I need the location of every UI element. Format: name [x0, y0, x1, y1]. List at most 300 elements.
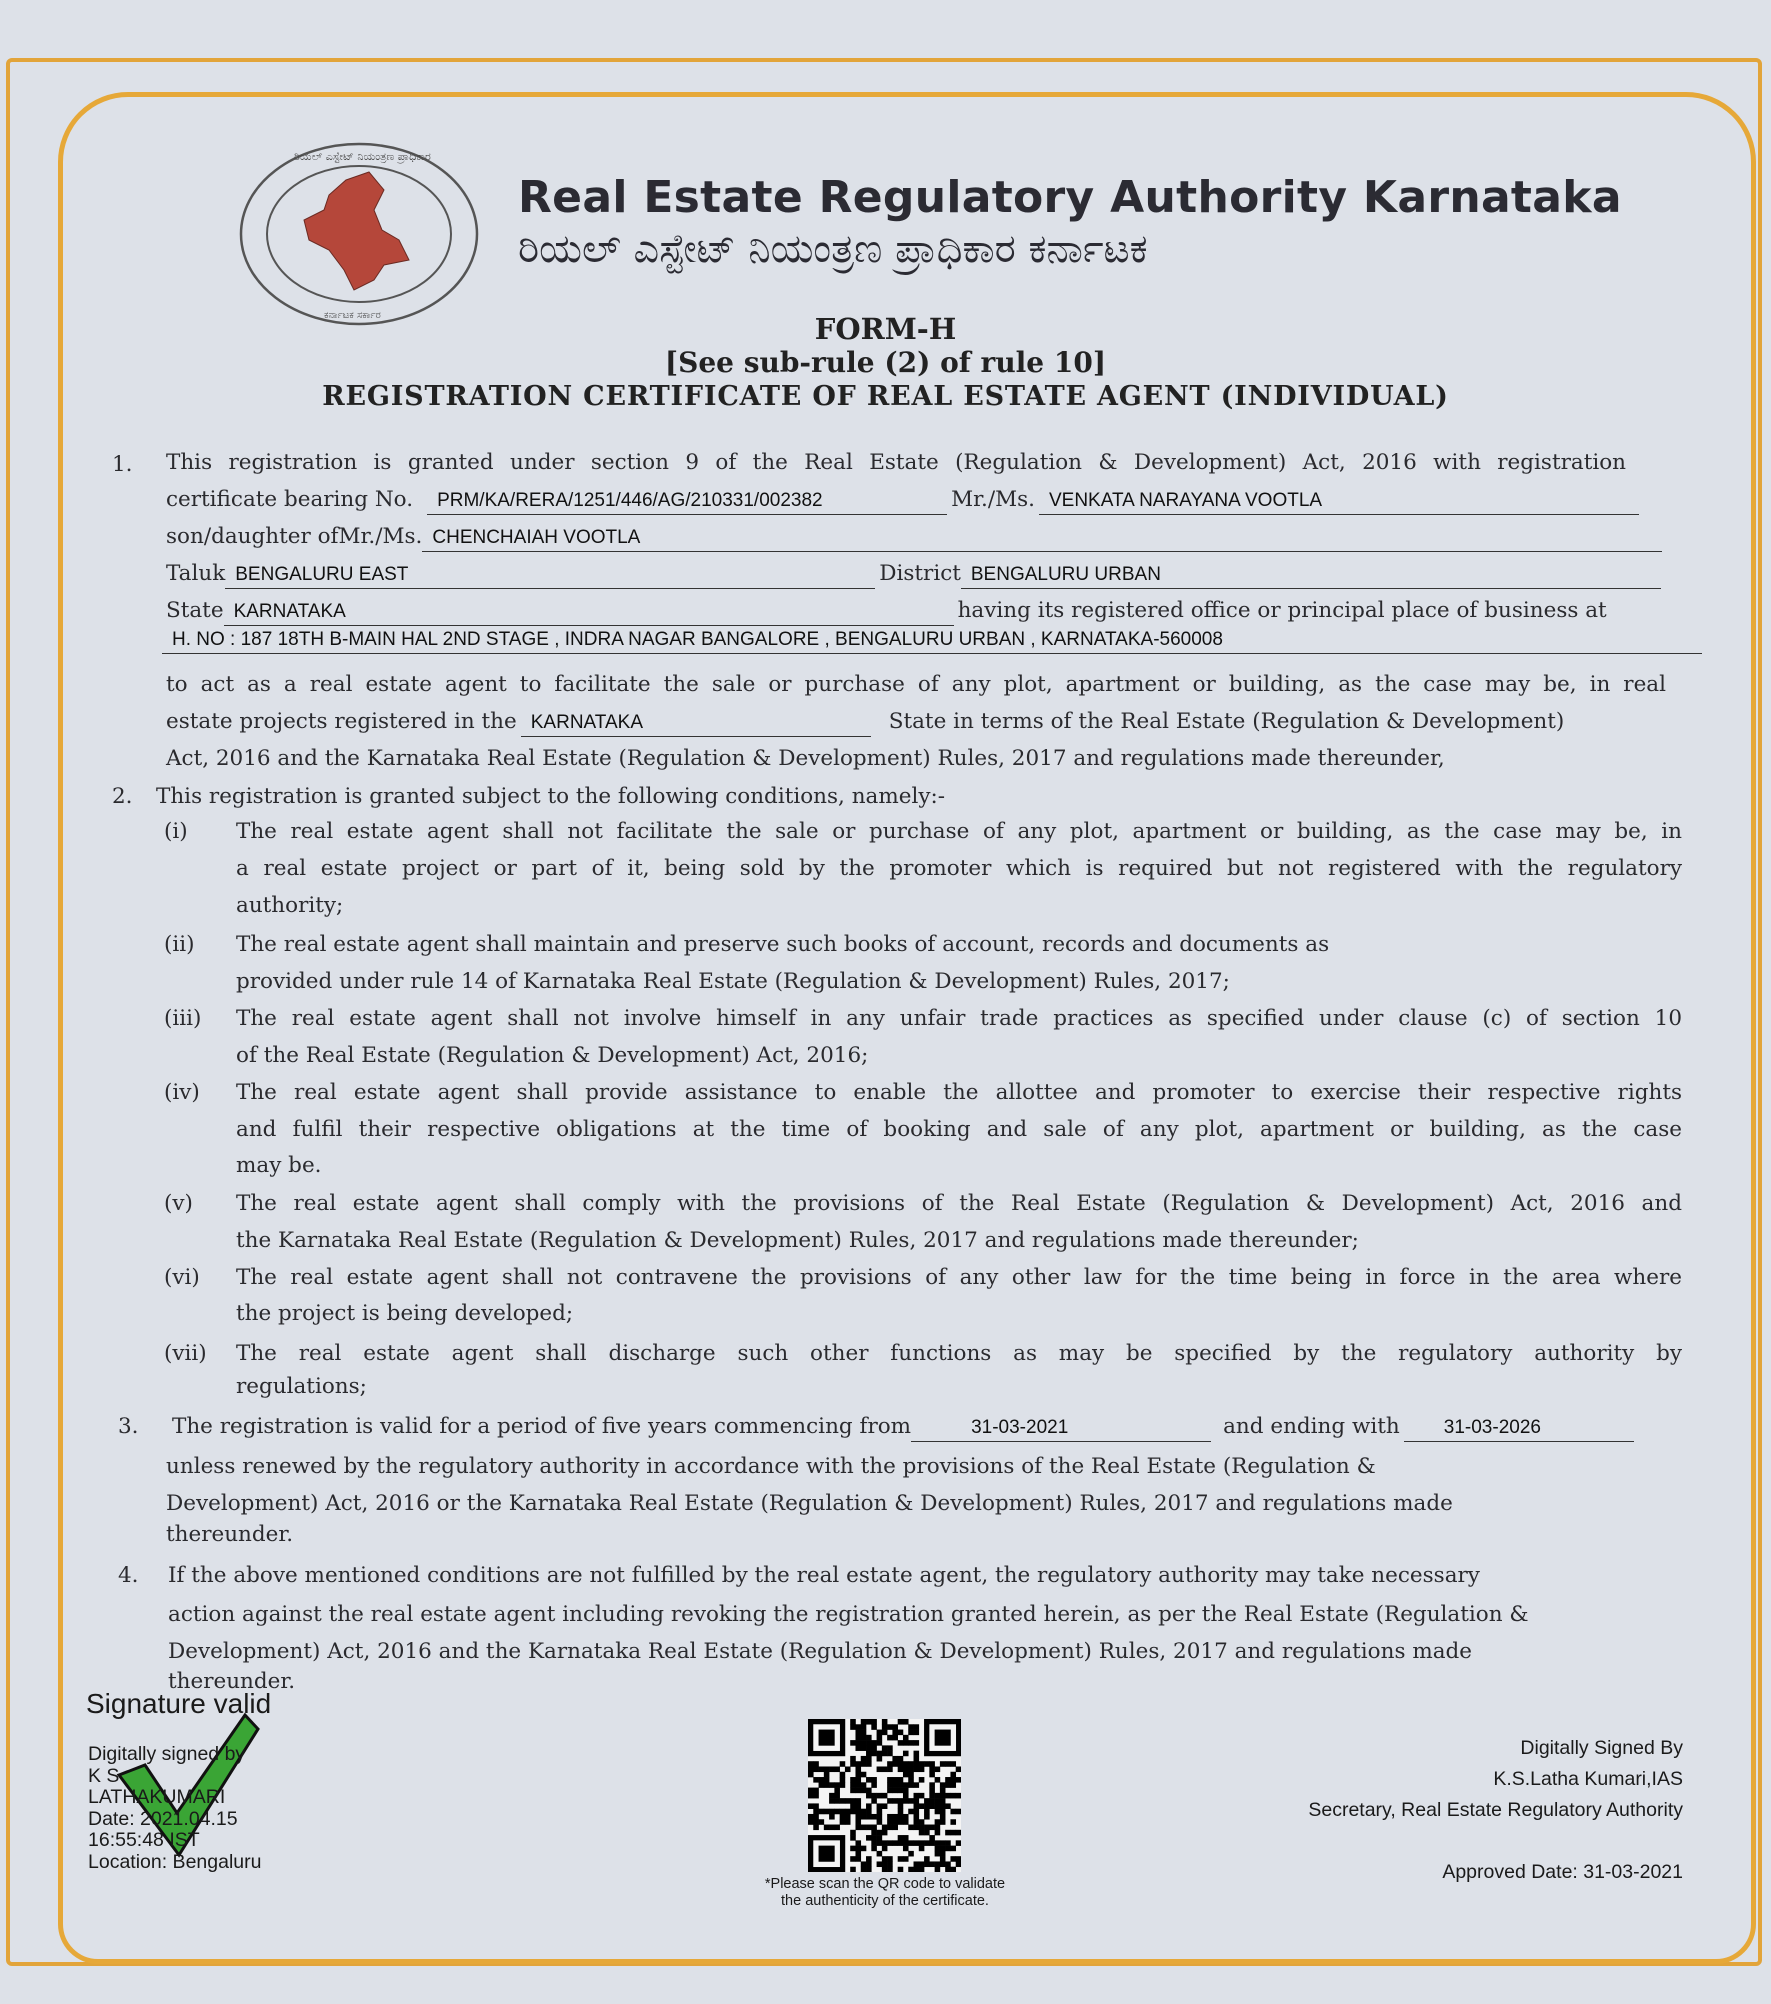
- qr-module: [819, 1766, 825, 1772]
- signature-line: Date: 2021.04.15: [88, 1807, 238, 1830]
- qr-module: [935, 1803, 941, 1809]
- qr-module: [887, 1751, 893, 1757]
- qr-module: [929, 1840, 935, 1846]
- qr-module: [866, 1867, 872, 1872]
- condition-number: (vi): [164, 1265, 200, 1290]
- qr-module: [824, 1772, 830, 1778]
- qr-module: [855, 1782, 861, 1788]
- qr-module: [892, 1825, 898, 1831]
- s3-line: thereunder.: [166, 1522, 294, 1547]
- qr-module: [850, 1809, 856, 1815]
- qr-module: [887, 1814, 893, 1820]
- qr-module: [929, 1772, 935, 1778]
- qr-module: [903, 1740, 909, 1746]
- qr-module: [950, 1782, 956, 1788]
- taluk-field: BENGALURU EAST: [225, 562, 875, 589]
- qr-module: [950, 1856, 956, 1862]
- qr-module: [855, 1851, 861, 1857]
- qr-module: [935, 1830, 941, 1836]
- qr-module: [866, 1751, 872, 1757]
- qr-module: [908, 1724, 914, 1730]
- qr-module: [919, 1761, 925, 1767]
- condition-line: The real estate agent shall comply with the provisions of the Real Estate (Regulation & Development) Act, 2016 and: [236, 1191, 1682, 1216]
- qr-module: [887, 1798, 893, 1804]
- qr-module: [950, 1846, 956, 1852]
- qr-module: [866, 1809, 872, 1815]
- qr-module: [945, 1761, 951, 1767]
- qr-module: [855, 1761, 861, 1767]
- qr-module: [914, 1793, 920, 1799]
- valid-to-field: 31-03-2026: [1404, 1415, 1634, 1442]
- qr-module: [855, 1735, 861, 1741]
- qr-module: [914, 1751, 920, 1757]
- condition-line: The real estate agent shall not facilitate the sale or purchase of any plot, apartment or building, as the case may be, in: [236, 819, 1682, 844]
- rera-seal-logo: [234, 140, 484, 330]
- qr-module: [956, 1861, 961, 1867]
- condition-line: of the Real Estate (Regulation & Development) Act, 2016;: [236, 1043, 869, 1068]
- qr-module: [892, 1782, 898, 1788]
- qr-module: [898, 1867, 904, 1872]
- qr-module: [929, 1793, 935, 1799]
- qr-module: [855, 1772, 861, 1778]
- qr-module: [866, 1856, 872, 1862]
- qr-module: [877, 1814, 883, 1820]
- qr-module: [855, 1798, 861, 1804]
- qr-module: [808, 1761, 814, 1767]
- parent-name-field: CHENCHAIAH VOOTLA: [422, 525, 1662, 552]
- label: certificate bearing No.: [166, 487, 414, 512]
- qr-module: [919, 1867, 925, 1872]
- qr-module: [877, 1803, 883, 1809]
- condition-line: The real estate agent shall not involve himself in any unfair trade practices as specified under clause (c) of section 10: [236, 1006, 1682, 1031]
- qr-module: [887, 1735, 893, 1741]
- qr-module: [813, 1825, 819, 1831]
- qr-caption-line: *Please scan the QR code to validate: [764, 1876, 1006, 1892]
- s1-line: to act as a real estate agent to facilitate the sale or purchase of any plot, apartment or building, as the case may be, in real: [166, 672, 1666, 697]
- form-heading: REGISTRATION CERTIFICATE OF REAL ESTATE AGENT (INDIVIDUAL): [322, 381, 1449, 412]
- qr-module: [829, 1798, 835, 1804]
- qr-module: [855, 1788, 861, 1794]
- qr-module: [866, 1861, 872, 1867]
- qr-module: [887, 1825, 893, 1831]
- qr-module: [892, 1756, 898, 1762]
- qr-module: [882, 1846, 888, 1852]
- qr-module: [871, 1719, 877, 1725]
- qr-module: [882, 1861, 888, 1867]
- qr-module: [855, 1724, 861, 1730]
- qr-module: [914, 1803, 920, 1809]
- s1-line: [166, 481, 1643, 518]
- qr-module: [866, 1777, 872, 1783]
- qr-module: [903, 1788, 909, 1794]
- qr-module: [855, 1766, 861, 1772]
- qr-module: [898, 1803, 904, 1809]
- signer-block: [1308, 1733, 1683, 1888]
- qr-module: [882, 1745, 888, 1751]
- qr-module: [908, 1730, 914, 1736]
- s1-line: [166, 555, 1665, 592]
- qr-module: [850, 1788, 856, 1794]
- qr-module: [903, 1735, 909, 1741]
- qr-module: [829, 1814, 835, 1820]
- qr-module: [892, 1730, 898, 1736]
- qr-module: [877, 1851, 883, 1857]
- signature-line: Location: Bengaluru: [88, 1850, 262, 1873]
- qr-module: [940, 1788, 946, 1794]
- qr-module: [861, 1740, 867, 1746]
- qr-module: [892, 1761, 898, 1767]
- qr-module: [871, 1793, 877, 1799]
- qr-module: [914, 1724, 920, 1730]
- approved-date: Approved Date: 31-03-2021: [1442, 1861, 1683, 1883]
- qr-module: [935, 1809, 941, 1815]
- address-field: H. NO : 187 18TH B-MAIN HAL 2ND STAGE , INDRA NAGAR BANGALORE , BENGALURU URBAN , KARNATAKA-560008: [162, 627, 1702, 654]
- qr-module: [898, 1719, 904, 1725]
- qr-module: [935, 1777, 941, 1783]
- qr-module: [940, 1819, 946, 1825]
- qr-module: [866, 1825, 872, 1831]
- qr-module: [940, 1803, 946, 1809]
- qr-module: [914, 1798, 920, 1804]
- qr-module: [908, 1825, 914, 1831]
- signer-label: Digitally Signed By: [1520, 1737, 1683, 1759]
- qr-module: [929, 1861, 935, 1867]
- qr-module: [919, 1846, 925, 1852]
- qr-module: [850, 1835, 856, 1841]
- qr-module: [914, 1740, 920, 1746]
- qr-module: [824, 1825, 830, 1831]
- qr-module: [855, 1740, 861, 1746]
- qr-module: [824, 1777, 830, 1783]
- qr-module: [945, 1803, 951, 1809]
- qr-module: [871, 1751, 877, 1757]
- qr-module: [908, 1761, 914, 1767]
- qr-module: [840, 1777, 846, 1783]
- signature-status: Signature valid: [86, 1688, 272, 1719]
- qr-module: [877, 1793, 883, 1799]
- qr-module: [882, 1840, 888, 1846]
- qr-module: [829, 1809, 835, 1815]
- qr-module: [935, 1867, 941, 1872]
- qr-module: [887, 1819, 893, 1825]
- qr-module: [940, 1856, 946, 1862]
- qr-module: [898, 1840, 904, 1846]
- signer-name: K.S.Latha Kumari,IAS: [1493, 1768, 1683, 1790]
- qr-module: [935, 1861, 941, 1867]
- qr-module: [898, 1819, 904, 1825]
- qr-module: [898, 1777, 904, 1783]
- condition-number: (ii): [164, 932, 195, 957]
- qr-module: [813, 1766, 819, 1772]
- qr-module: [887, 1766, 893, 1772]
- qr-module: [898, 1766, 904, 1772]
- condition-line: the project is being developed;: [236, 1301, 574, 1326]
- signature-line: Digitally signed by: [88, 1743, 246, 1765]
- qr-module: [824, 1782, 830, 1788]
- qr-module: [834, 1798, 840, 1804]
- qr-module: [871, 1740, 877, 1746]
- agent-name-field: VENKATA NARAYANA VOOTLA: [1039, 488, 1639, 515]
- qr-module: [908, 1851, 914, 1857]
- qr-module: [882, 1751, 888, 1757]
- label: The registration is valid for a period of five years commencing from: [172, 1414, 912, 1439]
- qr-module: [914, 1766, 920, 1772]
- qr-module: [956, 1840, 961, 1846]
- qr-module: [866, 1719, 872, 1725]
- qr-module: [850, 1719, 856, 1725]
- qr-module: [887, 1782, 893, 1788]
- qr-module: [929, 1766, 935, 1772]
- qr-module: [940, 1761, 946, 1767]
- section-number: 4.: [118, 1563, 139, 1588]
- qr-code[interactable]: [808, 1719, 961, 1872]
- signer-designation: Secretary, Real Estate Regulatory Authority: [1308, 1799, 1683, 1821]
- s1-line: [166, 518, 1666, 555]
- s1-line: [166, 703, 1564, 740]
- condition-number: (iv): [164, 1080, 200, 1105]
- s1-line: Act, 2016 and the Karnataka Real Estate (Regulation & Development) Rules, 2017 and regulations made thereunder,: [166, 746, 1445, 771]
- label: Mr./Ms.: [951, 487, 1035, 512]
- qr-module: [834, 1825, 840, 1831]
- qr-module: [924, 1840, 930, 1846]
- qr-module: [866, 1756, 872, 1762]
- qr-module: [840, 1761, 846, 1767]
- qr-module: [866, 1745, 872, 1751]
- qr-module: [898, 1730, 904, 1736]
- qr-module: [855, 1856, 861, 1862]
- condition-line: The real estate agent shall maintain and preserve such books of account, records and documents as: [236, 932, 1330, 957]
- qr-module: [877, 1809, 883, 1815]
- qr-module: [877, 1819, 883, 1825]
- qr-module: [945, 1830, 951, 1836]
- qr-module: [871, 1830, 877, 1836]
- qr-module: [887, 1867, 893, 1872]
- qr-module: [903, 1751, 909, 1757]
- qr-module: [956, 1856, 961, 1862]
- state-field: KARNATAKA: [224, 599, 954, 626]
- qr-module: [898, 1782, 904, 1788]
- qr-module: [834, 1766, 840, 1772]
- qr-module: [882, 1830, 888, 1836]
- condition-line: the Karnataka Real Estate (Regulation & Development) Rules, 2017 and regulations made thereunder;: [236, 1228, 1359, 1253]
- qr-module: [892, 1819, 898, 1825]
- qr-module: [924, 1861, 930, 1867]
- qr-module: [898, 1814, 904, 1820]
- qr-module: [908, 1766, 914, 1772]
- qr-module: [840, 1809, 846, 1815]
- qr-module: [903, 1819, 909, 1825]
- label: State in terms of the Real Estate (Regulation & Development): [888, 709, 1565, 734]
- qr-module: [882, 1719, 888, 1725]
- qr-module: [940, 1798, 946, 1804]
- qr-module: [808, 1788, 814, 1794]
- qr-module: [871, 1745, 877, 1751]
- qr-module: [914, 1756, 920, 1762]
- condition-line: The real estate agent shall not contravene the provisions of any other law for the time being in force in the area where: [236, 1265, 1682, 1290]
- qr-module: [861, 1724, 867, 1730]
- qr-module: [850, 1803, 856, 1809]
- qr-module: [877, 1835, 883, 1841]
- qr-module: [956, 1777, 961, 1783]
- label: son/daughter ofMr./Ms.: [166, 524, 423, 549]
- qr-module: [845, 1766, 851, 1772]
- qr-module: [850, 1777, 856, 1783]
- qr-module: [877, 1730, 883, 1736]
- qr-module: [882, 1766, 888, 1772]
- qr-module: [940, 1793, 946, 1799]
- qr-module: [887, 1745, 893, 1751]
- qr-module: [929, 1803, 935, 1809]
- qr-module: [919, 1777, 925, 1783]
- qr-module: [903, 1719, 909, 1725]
- qr-module: [813, 1803, 819, 1809]
- qr-module: [950, 1819, 956, 1825]
- qr-module: [877, 1756, 883, 1762]
- qr-module: [861, 1719, 867, 1725]
- qr-module: [945, 1777, 951, 1783]
- qr-module: [866, 1740, 872, 1746]
- section-number: 2.: [112, 784, 133, 809]
- qr-module: [834, 1793, 840, 1799]
- qr-module: [813, 1819, 819, 1825]
- qr-module: [924, 1830, 930, 1836]
- label: State: [166, 598, 224, 623]
- qr-module: [850, 1798, 856, 1804]
- qr-module: [945, 1867, 951, 1872]
- qr-module: [908, 1809, 914, 1815]
- qr-module: [819, 1809, 825, 1815]
- qr-module: [940, 1840, 946, 1846]
- qr-module: [819, 1846, 835, 1862]
- qr-module: [887, 1788, 893, 1794]
- s3-line: Development) Act, 2016 or the Karnataka Real Estate (Regulation & Development) Rules, 2017 and regulations made: [166, 1491, 1453, 1516]
- qr-module: [861, 1772, 867, 1778]
- condition-line: authority;: [236, 893, 344, 918]
- qr-module: [892, 1798, 898, 1804]
- qr-module: [908, 1772, 914, 1778]
- qr-module: [903, 1793, 909, 1799]
- qr-module: [892, 1814, 898, 1820]
- qr-module: [882, 1867, 888, 1872]
- qr-module: [940, 1846, 946, 1852]
- qr-module: [871, 1782, 877, 1788]
- qr-module: [861, 1735, 867, 1741]
- qr-module: [898, 1756, 904, 1762]
- qr-module: [887, 1761, 893, 1767]
- qr-module: [919, 1861, 925, 1867]
- qr-module: [908, 1867, 914, 1872]
- qr-module: [808, 1766, 814, 1772]
- qr-module: [956, 1766, 961, 1772]
- qr-module: [940, 1814, 946, 1820]
- qr-module: [914, 1814, 920, 1820]
- qr-module: [840, 1819, 846, 1825]
- qr-module: [861, 1782, 867, 1788]
- qr-module: [903, 1782, 909, 1788]
- qr-module: [824, 1809, 830, 1815]
- qr-module: [887, 1861, 893, 1867]
- qr-module: [945, 1840, 951, 1846]
- qr-module: [861, 1867, 867, 1872]
- qr-module: [940, 1861, 946, 1867]
- valid-from-field: 31-03-2021: [911, 1415, 1211, 1442]
- label: and ending with: [1223, 1414, 1400, 1439]
- qr-module: [866, 1835, 872, 1841]
- qr-module: [919, 1803, 925, 1809]
- s3-line: [172, 1408, 1638, 1445]
- svg-text:ಕರ್ನಾಟಕ ಸರ್ಕಾರ: ಕರ್ನಾಟಕ ಸರ್ಕಾರ: [324, 310, 381, 321]
- qr-module: [940, 1851, 946, 1857]
- qr-module: [840, 1798, 846, 1804]
- qr-module: [914, 1730, 920, 1736]
- qr-module: [903, 1772, 909, 1778]
- qr-module: [861, 1761, 867, 1767]
- qr-module: [861, 1788, 867, 1794]
- qr-module: [940, 1782, 946, 1788]
- qr-module: [924, 1856, 930, 1862]
- qr-module: [919, 1793, 925, 1799]
- qr-module: [929, 1835, 935, 1841]
- qr-module: [935, 1851, 941, 1857]
- qr-module: [929, 1798, 935, 1804]
- qr-module: [898, 1856, 904, 1862]
- qr-module: [834, 1788, 840, 1794]
- authority-title-kannada: ರಿಯಲ್ ಎಸ್ಟೇಟ್ ನಿಯಂತ್ರಣ ಪ್ರಾಧಿಕಾರ ಕರ್ನಾಟಕ: [518, 226, 1148, 272]
- qr-module: [866, 1735, 872, 1741]
- qr-module: [929, 1782, 935, 1788]
- qr-module: [914, 1809, 920, 1815]
- qr-module: [898, 1798, 904, 1804]
- qr-module: [813, 1809, 819, 1815]
- qr-module: [882, 1803, 888, 1809]
- qr-module: [861, 1814, 867, 1820]
- condition-line: The real estate agent shall discharge such other functions as may be specified by the regulatory authority by: [236, 1341, 1682, 1366]
- condition-line: may be.: [236, 1153, 322, 1178]
- signature-line: K S: [88, 1764, 120, 1787]
- qr-module: [919, 1825, 925, 1831]
- label: District: [879, 561, 961, 586]
- qr-module: [935, 1840, 941, 1846]
- qr-module: [950, 1809, 956, 1815]
- qr-module: [855, 1825, 861, 1831]
- s2-intro: This registration is granted subject to the following conditions, namely:-: [156, 784, 946, 809]
- qr-module: [935, 1730, 951, 1746]
- qr-module: [898, 1761, 904, 1767]
- qr-module: [866, 1793, 872, 1799]
- qr-module: [882, 1724, 888, 1730]
- qr-module: [861, 1846, 867, 1852]
- form-name: FORM-H: [814, 312, 957, 346]
- qr-module: [924, 1803, 930, 1809]
- s4-line: thereunder.: [168, 1669, 296, 1694]
- qr-module: [898, 1809, 904, 1815]
- qr-module: [919, 1840, 925, 1846]
- qr-module: [914, 1840, 920, 1846]
- qr-module: [855, 1803, 861, 1809]
- authority-title: Real Estate Regulatory Authority Karnataka: [518, 172, 1622, 223]
- condition-line: regulations;: [236, 1374, 367, 1399]
- qr-module: [950, 1772, 956, 1778]
- condition-number: (v): [164, 1191, 193, 1216]
- qr-module: [824, 1766, 830, 1772]
- qr-module: [945, 1782, 951, 1788]
- qr-caption-line: the authenticity of the certificate.: [781, 1893, 989, 1909]
- s1-line: [166, 592, 1607, 629]
- qr-module: [813, 1793, 819, 1799]
- qr-module: [903, 1798, 909, 1804]
- qr-module: [819, 1777, 825, 1783]
- qr-module: [877, 1830, 883, 1836]
